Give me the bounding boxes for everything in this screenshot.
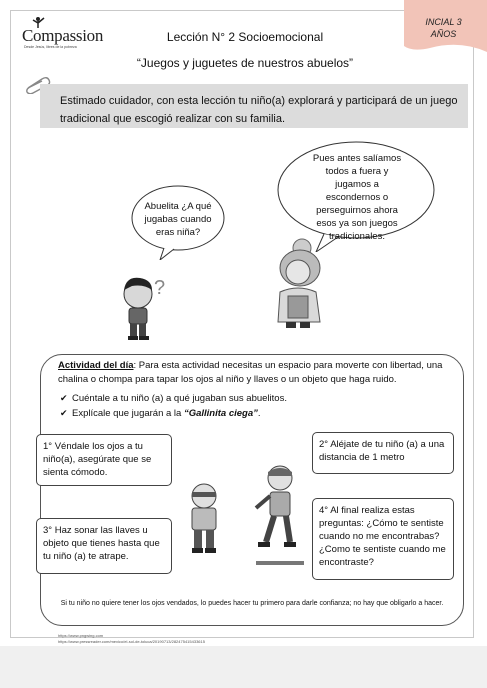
level-tag-line2: AÑOS bbox=[430, 29, 457, 39]
logo-tagline: Desde Jesús, libres de la pobreza bbox=[24, 45, 77, 49]
step-2-box: 2° Aléjate de tu niño (a) a una distancia de 1 metro bbox=[312, 432, 454, 474]
ground-shadow bbox=[256, 559, 306, 567]
svg-text:?: ? bbox=[154, 277, 166, 299]
reference-link[interactable]: https://www.pngwing.com bbox=[58, 633, 104, 638]
grandma-answer: Pues antes salíamos todos a fuera y jugamos a escondernos o perseguirnos ahora esos ya son juegos tradicionales. bbox=[312, 153, 402, 242]
intro-text: Estimado cuidador, con esta lección tu niño(a) explorará y participará de un juego tradicional que escogió realizar con su familia. bbox=[60, 95, 458, 125]
compassion-logo bbox=[20, 16, 104, 52]
lesson-title: Lección N° 2 Socioemocional bbox=[166, 30, 324, 44]
step-3-box: 3° Haz sonar las llaves u objeto que tienes hasta que tu niño (a) te atrape. bbox=[36, 518, 172, 574]
level-tag bbox=[400, 0, 487, 58]
checklist-item: ✔ Cuéntale a tu niño (a) a qué jugaban sus abuelitos. bbox=[60, 393, 287, 404]
grandma-speech-bubble bbox=[276, 140, 436, 252]
grandmother-illustration bbox=[266, 238, 330, 332]
child-speech-bubble bbox=[130, 184, 226, 260]
child-thinking-illustration bbox=[118, 272, 168, 344]
lesson-subtitle: “Juegos y juguetes de nuestros abuelos” bbox=[136, 56, 354, 70]
checklist-item: ✔ Explícale que jugarán a la “Gallinita ciega”. bbox=[60, 408, 261, 419]
level-tag-line1: INCIAL 3 bbox=[425, 17, 462, 27]
child-question: Abuelita ¿A qué jugabas cuando eras niña? bbox=[144, 201, 212, 238]
footnote: Si tu niño no quiere tener los ojos vendados, lo puedes hacer tu primero para darle confianza; no hay que obligarlo a hacer. bbox=[60, 600, 444, 607]
step-1-box: 1° Véndale los ojos a tu niño(a), asegúrate que se sienta cómodo. bbox=[36, 434, 172, 486]
checkmark-icon: ✔ bbox=[60, 408, 68, 418]
logo-text: Compassion bbox=[22, 26, 104, 45]
activity-text: : Para esta actividad necesitas un espacio para moverte con libertad, una chalina o chompa para tapar los ojos al niño y llaves o un objeto que haga ruido. bbox=[58, 360, 443, 385]
step-4-box: 4° Al final realiza estas preguntas: ¿Cómo te sentiste cuando no me encontrabas? ¿Como te sentiste cuando me encontraste? bbox=[312, 498, 454, 580]
activity-checklist bbox=[60, 391, 450, 421]
running-child-illustration bbox=[254, 464, 306, 560]
activity-label: Actividad del día bbox=[58, 360, 134, 371]
reference-link[interactable]: https://www.pressreader.com/mexico/el-sol-de-toluca/20190713/282475415433615 bbox=[58, 639, 205, 644]
checkmark-icon: ✔ bbox=[60, 393, 68, 403]
image-references bbox=[58, 633, 205, 645]
activity-description bbox=[58, 359, 456, 387]
game-name: “Gallinita ciega” bbox=[183, 408, 258, 419]
blindfolded-child-illustration bbox=[184, 482, 224, 558]
